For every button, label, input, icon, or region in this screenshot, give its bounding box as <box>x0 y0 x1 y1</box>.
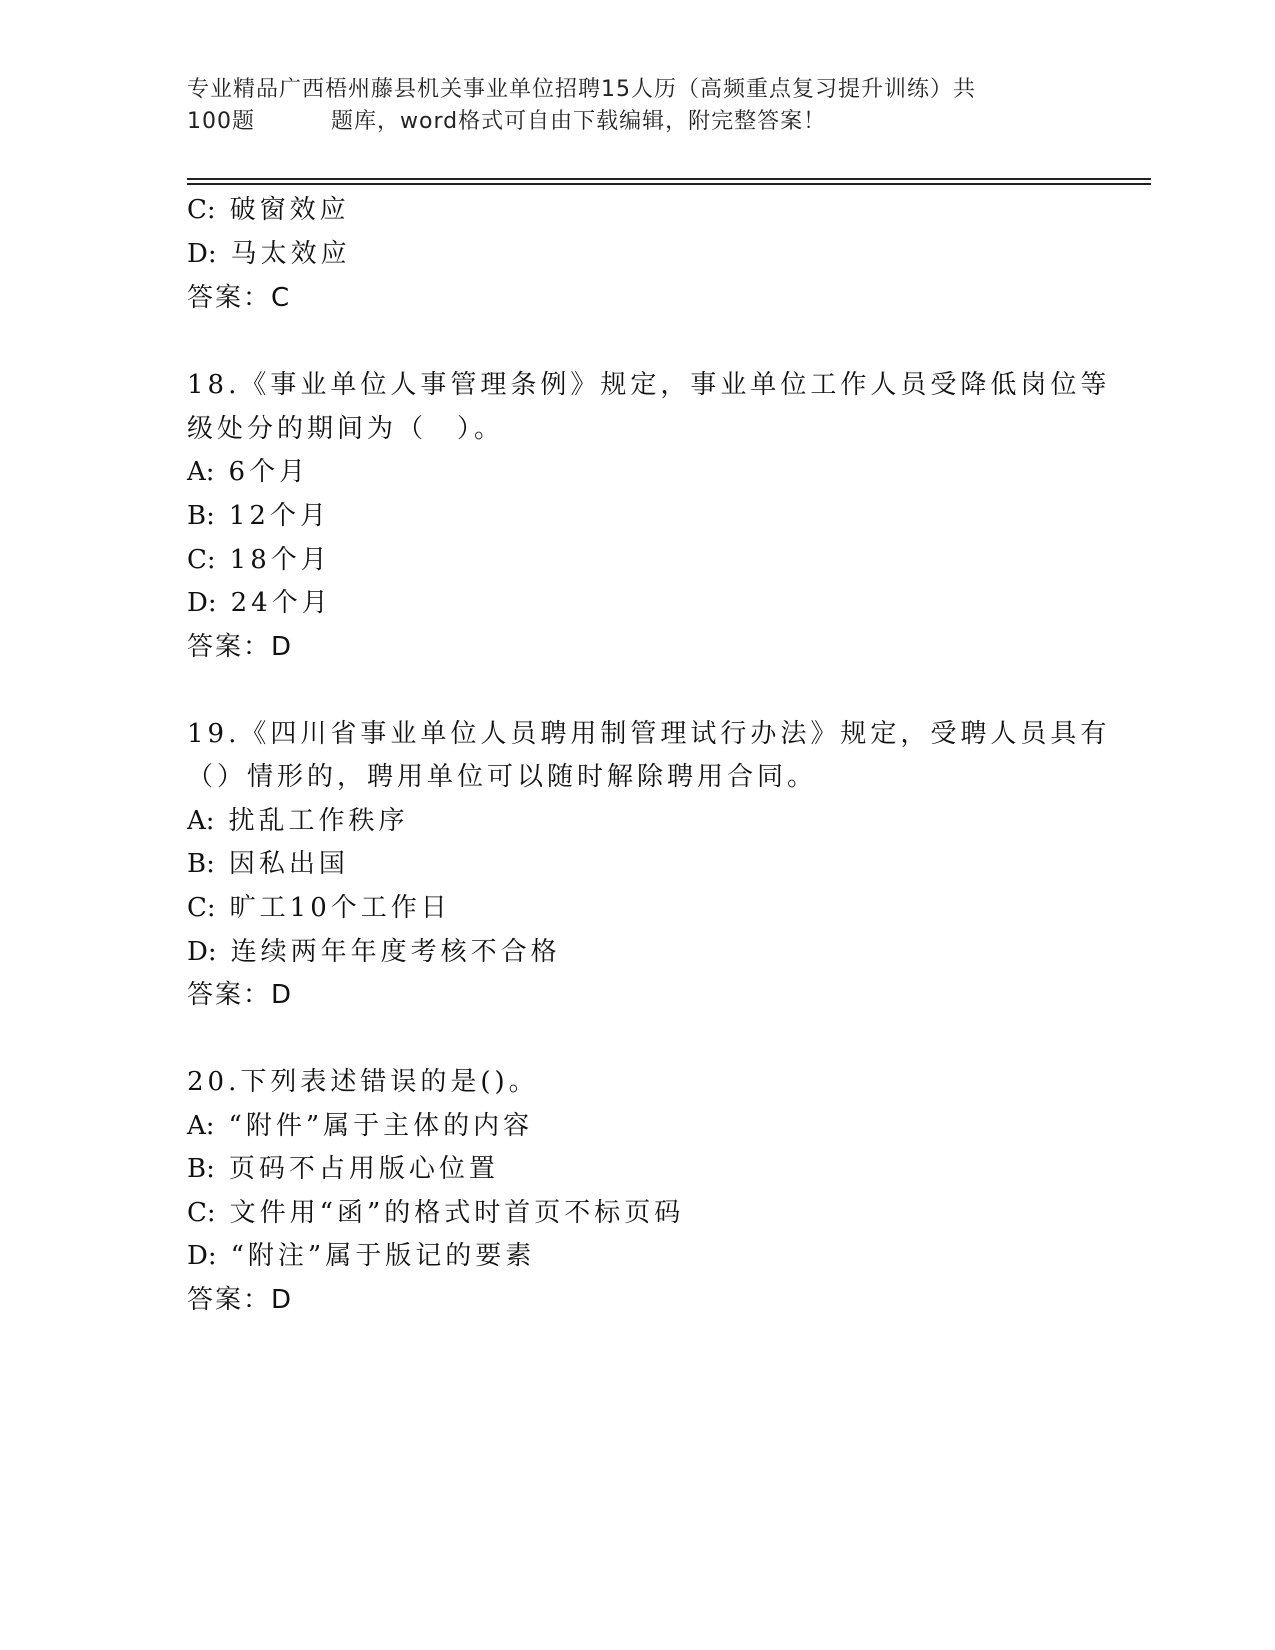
q20-option-b <box>187 1152 499 1186</box>
option-prefix: C: <box>187 1198 216 1228</box>
option-prefix: D: <box>187 937 217 967</box>
q17-answer: 答案：C <box>187 283 292 313</box>
option-text: 页码不占用版心位置 <box>228 1154 499 1184</box>
option-text: 马太效应 <box>230 239 351 269</box>
q18-option-b <box>187 499 330 533</box>
header-line-2 <box>187 106 1067 138</box>
q19-option-a <box>187 804 409 838</box>
option-text: 旷工10个工作日 <box>229 893 451 923</box>
option-text: 扰乱工作秩序 <box>228 806 409 836</box>
q18-option-d <box>187 586 332 620</box>
option-prefix: D: <box>187 1241 217 1271</box>
page-header <box>187 74 1067 138</box>
q19-stem-line-1: 19.《四川省事业单位人员聘用制管理试行办法》规定，受聘人员具有 <box>187 719 1111 749</box>
option-text: 12个月 <box>228 501 330 531</box>
q19-answer: 答案：D <box>187 980 294 1010</box>
q18-answer: 答案：D <box>187 632 294 662</box>
q20-option-a <box>187 1109 533 1143</box>
q17-option-c <box>187 193 350 227</box>
header-line-2-right: 题库，word格式可自由下载编辑，附完整答案！ <box>331 109 827 134</box>
header-divider-bottom <box>187 183 1151 185</box>
q18-option-a <box>187 455 309 489</box>
q18-stem-line-2: 级处分的期间为（ ）。 <box>187 414 505 444</box>
option-prefix: A: <box>187 457 215 487</box>
q19-option-b <box>187 847 349 881</box>
option-text: 24个月 <box>230 588 332 618</box>
option-prefix: B: <box>187 849 215 879</box>
q20-stem-line-1: 20.下列表述错误的是()。 <box>187 1067 539 1097</box>
option-text: 连续两年年度考核不合格 <box>230 937 561 967</box>
option-prefix: A: <box>187 1111 215 1141</box>
header-line-2-left: 100题 <box>187 109 255 134</box>
option-text: 18个月 <box>229 545 331 575</box>
header-divider-top <box>187 178 1151 180</box>
q19-option-c <box>187 891 451 925</box>
option-prefix: B: <box>187 501 215 531</box>
option-text: 6个月 <box>228 457 310 487</box>
option-prefix: C: <box>187 893 216 923</box>
q20-option-d <box>187 1239 535 1273</box>
q20-option-c <box>187 1196 684 1230</box>
option-text: 破窗效应 <box>229 195 350 225</box>
option-text: “附件”属于主体的内容 <box>228 1111 534 1141</box>
option-prefix: A: <box>187 806 215 836</box>
q19-stem-line-2: （）情形的，聘用单位可以随时解除聘用合同。 <box>187 762 818 792</box>
option-text: 因私出国 <box>228 849 349 879</box>
header-line-1: 专业精品广西梧州藤县机关事业单位招聘15人历（高频重点复习提升训练）共 <box>187 77 976 102</box>
option-text: 文件用“函”的格式时首页不标页码 <box>229 1198 685 1228</box>
q18-option-c <box>187 543 331 577</box>
q17-option-d <box>187 237 351 271</box>
q19-option-d <box>187 935 561 969</box>
option-prefix: B: <box>187 1154 215 1184</box>
option-prefix: C: <box>187 195 216 225</box>
q18-stem-line-1: 18.《事业单位人事管理条例》规定，事业单位工作人员受降低岗位等 <box>187 370 1111 400</box>
option-prefix: D: <box>187 239 217 269</box>
option-text: “附注”属于版记的要素 <box>230 1241 536 1271</box>
option-prefix: D: <box>187 588 217 618</box>
option-prefix: C: <box>187 545 216 575</box>
q20-answer: 答案：D <box>187 1285 294 1315</box>
